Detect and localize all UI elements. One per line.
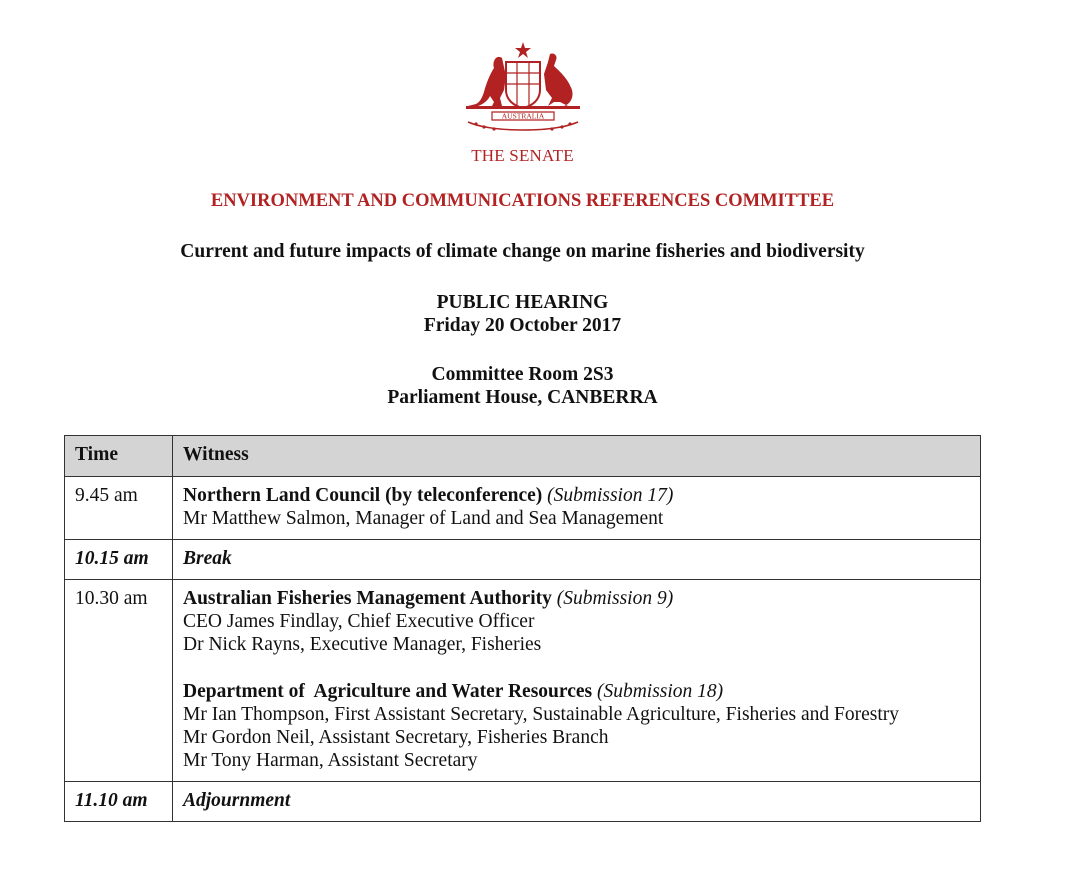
hearing-info xyxy=(0,291,1045,337)
table-row xyxy=(65,477,981,540)
submission-reference: (Submission 9) xyxy=(556,588,674,609)
witness-organisation: Northern Land Council (by teleconference) xyxy=(183,485,543,506)
house-name: THE SENATE xyxy=(471,146,574,165)
table-row xyxy=(65,580,981,782)
spacer xyxy=(183,656,970,680)
event-cell: Adjournment xyxy=(173,782,981,822)
time-cell: 11.10 am xyxy=(65,782,173,822)
venue-building: Parliament House, CANBERRA xyxy=(387,387,658,408)
witness-cell xyxy=(173,477,981,540)
time-cell: 9.45 am xyxy=(65,477,173,540)
committee-name: ENVIRONMENT AND COMMUNICATIONS REFERENCES COMMITTEE xyxy=(210,191,835,211)
hearing-date: Friday 20 October 2017 xyxy=(423,315,622,336)
time-column-header: Time xyxy=(65,436,173,477)
program-table xyxy=(64,435,981,822)
witness-person: Mr Ian Thompson, First Assistant Secretary, Sustainable Agriculture, Fisheries and Forestry xyxy=(183,704,899,725)
inquiry-title: Current and future impacts of climate change on marine fisheries and biodiversity xyxy=(180,241,865,262)
witness-person: Mr Tony Harman, Assistant Secretary xyxy=(183,750,478,771)
witness-cell xyxy=(173,580,981,782)
time-cell: 10.15 am xyxy=(65,540,173,580)
table-row xyxy=(65,540,981,580)
witness-person: Mr Gordon Neil, Assistant Secretary, Fisheries Branch xyxy=(183,727,609,748)
witness-person: Mr Matthew Salmon, Manager of Land and Sea Management xyxy=(183,508,664,529)
submission-reference: (Submission 17) xyxy=(547,485,674,506)
venue-room: Committee Room 2S3 xyxy=(431,364,614,385)
venue-info xyxy=(0,363,1045,409)
submission-reference: (Submission 18) xyxy=(596,681,724,702)
hearing-type: PUBLIC HEARING xyxy=(436,292,609,313)
table-header-row xyxy=(65,436,981,477)
crest-scroll-text: AUSTRALIA xyxy=(501,111,545,121)
table-row xyxy=(65,782,981,822)
witness-person: CEO James Findlay, Chief Executive Officer xyxy=(183,611,535,632)
commonwealth-coat-of-arms-logo xyxy=(462,40,584,132)
witness-organisation: Australian Fisheries Management Authority xyxy=(183,588,552,609)
witness-organisation: Department of Agriculture and Water Resources xyxy=(183,681,593,702)
witness-person: Dr Nick Rayns, Executive Manager, Fisheries xyxy=(183,634,542,655)
time-cell: 10.30 am xyxy=(65,580,173,782)
event-cell: Break xyxy=(173,540,981,580)
witness-column-header: Witness xyxy=(173,436,981,477)
